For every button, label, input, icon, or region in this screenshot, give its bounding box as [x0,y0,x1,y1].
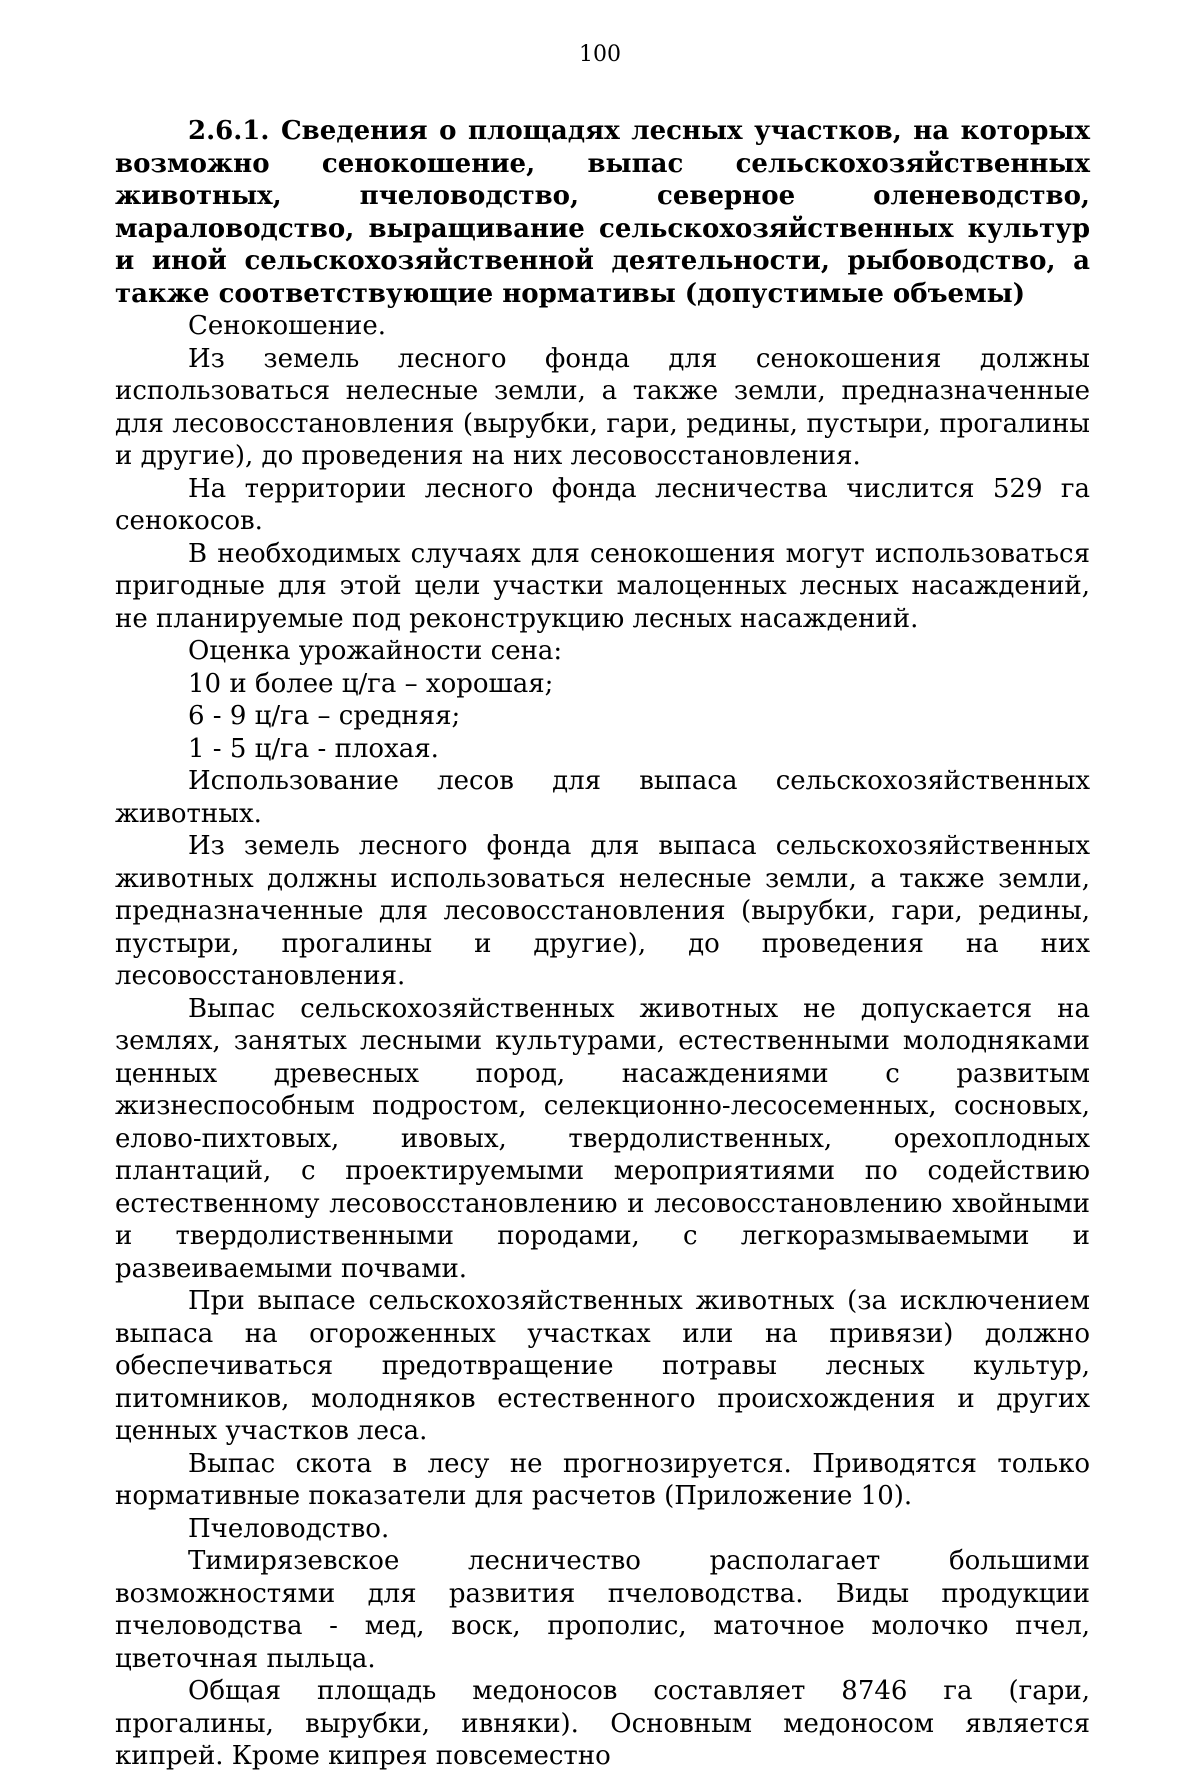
paragraph: Выпас скота в лесу не прогнозируется. Приводятся только нормативные показатели для расчетов (Приложение 10). [115,1448,1090,1511]
paragraph-grazing-title: Использование лесов для выпаса сельскохозяйственных животных. [115,766,1090,829]
document-body [115,115,1090,1773]
paragraph-hay-yield-title: Оценка урожайности сена: [188,636,563,666]
paragraph: Тимирязевское лесничество располагает большими возможностями для развития пчеловодства. Виды продукции пчеловодства - мед, воск, прополис, маточное молочко пчел, цветочная пыльца. [115,1546,1090,1674]
paragraph: В необходимых случаях для сенокошения могут использоваться пригодные для этой цели участки малоценных лесных насаждений, не планируемые под реконструкцию лесных насаждений. [115,538,1090,634]
paragraph: Из земель лесного фонда для сенокошения должны использоваться нелесные земли, а также земли, предназначенные для лесовосстановления (вырубки, гари, редины, пустыри, прогалины и другие), до проведения на них лесовосстановления. [115,343,1090,471]
paragraph: Из земель лесного фонда для выпаса сельскохозяйственных животных должны использоваться нелесные земли, а также земли, предназначенные для лесовосстановления (вырубки, гари, редины, пустыри, прогалины и другие), до проведения на них лесовосстановления. [115,831,1090,991]
paragraph: На территории лесного фонда лесничества числится 529 га сенокосов. [115,473,1090,536]
list-item: 1 - 5 ц/га - плохая. [188,733,439,764]
paragraph: При выпасе сельскохозяйственных животных (за исключением выпаса на огороженных участках или на привязи) должно обеспечиваться предотвращение потравы лесных культур, питомников, молодняков естественного происхождения и других ценных участков леса. [115,1286,1090,1446]
paragraph: Общая площадь медоносов составляет 8746 га (гари, прогалины, вырубки, ивняки). Основным медоносом является кипрей. Кроме кипрея повсеместно [115,1676,1090,1771]
section-heading: 2.6.1. Сведения о площадях лесных участков, на которых возможно сенокошение, выпас сельскохозяйственных животных, пчеловодство, северное оленеводство, мараловодство, выращивание сельскохозяйственных культур и иной сельскохозяйственной деятельности, рыбоводство, а также соответствующие нормативы (допустимые объемы) [115,116,1090,309]
page-number: 100 [579,42,621,67]
paragraph-beekeeping-title: Пчеловодство. [188,1513,390,1544]
list-item: 10 и более ц/га – хорошая; [188,668,554,699]
paragraph-haymaking-title: Сенокошение. [188,311,387,341]
paragraph: Выпас сельскохозяйственных животных не допускается на землях, занятых лесными культурами, естественными молодняками ценных древесных пород, насаждениями с развитым жизнеспособным подростом, селекционно-лесосеменных, сосновых, елово-пихтовых, ивовых, твердолиственных, орехоплодных плантаций, с проектируемыми мероприятиями по содействию естественному лесовосстановлению и лесовосстановлению хвойными и твердолиственными породами, с легкоразмываемыми и развеиваемыми почвами. [115,993,1090,1284]
list-item: 6 - 9 ц/га – средняя; [188,701,461,731]
